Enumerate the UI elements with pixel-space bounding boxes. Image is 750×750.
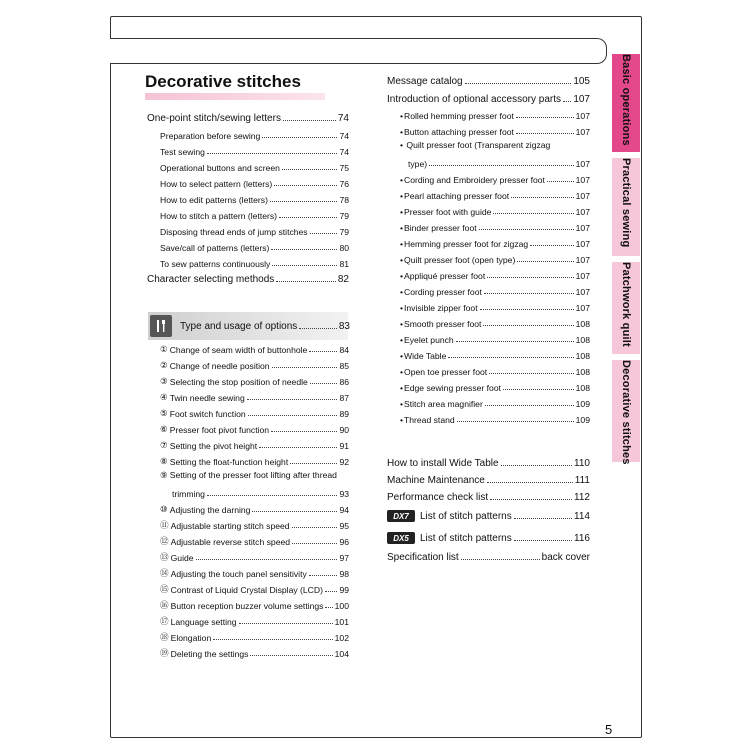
leader-dots [484,293,574,294]
entry-page: 79 [339,211,349,221]
tab-label: Basic operations [620,54,632,146]
toc-entry[interactable] [160,207,349,221]
entry-label: type) [408,159,428,169]
entry-label: Save/call of patterns (letters) [160,243,270,253]
bullet-icon: • [400,367,404,377]
leader-dots [207,153,338,154]
entry-label: One-point stitch/sewing letters [147,113,281,124]
entry-label: Machine Maintenance [387,475,485,486]
entry-page: 107 [575,271,590,281]
entry-page: 114 [574,511,590,522]
entry-page: 108 [575,335,590,345]
leader-dots [309,351,337,352]
entry-label: Adjusting the darning [169,505,251,515]
leader-dots [310,233,338,234]
option-number: ⑲ [160,648,169,658]
toc-entry[interactable] [160,143,349,157]
leader-dots [270,201,337,202]
entry-label: Performance check list [387,492,489,503]
leader-dots [516,117,574,118]
entry-page: 107 [575,159,590,169]
option-number: ⑥ [160,424,168,434]
entry-label: How to install Wide Table [387,458,499,469]
entry-label: Adjustable starting stitch speed [170,521,290,531]
entry-label: Quilt presser foot (open type) [404,255,516,265]
leader-dots [547,181,574,182]
entry-page: 108 [575,367,590,377]
bullet-icon: • [400,319,404,329]
entry-label: How to select pattern (letters) [160,179,273,189]
entry-page: 81 [339,259,349,269]
leader-dots [483,325,573,326]
toc-entry[interactable] [160,223,349,237]
bullet-icon: • [400,335,404,345]
toc-entry[interactable] [160,613,349,627]
entry-label: Language setting [170,617,237,627]
toc-entry[interactable] [400,283,590,297]
option-number: ⑦ [160,440,168,450]
option-number: ⑫ [160,536,169,546]
entry-label: List of stitch patterns [420,533,512,544]
entry-page: 107 [575,255,590,265]
leader-dots [274,185,337,186]
entry-label: Binder presser foot [404,223,477,233]
toc-entry[interactable] [400,251,590,265]
entry-page: 107 [575,207,590,217]
bullet-icon: • [400,399,404,409]
entry-label: Quilt presser foot (Transparent zigzag [406,140,551,150]
entry-page: 107 [575,239,590,249]
bullet-icon: • [400,239,404,249]
tab-label: Patchwork quilt [620,262,632,347]
entry-page: 83 [338,321,350,332]
entry-label: Eyelet punch [404,335,454,345]
toc-entry[interactable] [400,219,590,233]
option-number: ⑤ [160,408,168,418]
entry-label: Hemming presser foot for zigzag [404,239,529,249]
leader-dots [259,447,337,448]
toc-entry[interactable] [400,123,590,137]
entry-label: Pearl attaching presser foot [404,191,510,201]
entry-page: 90 [339,425,349,435]
bullet-icon: • [400,303,404,313]
toc-entry[interactable] [160,357,349,371]
bullet-icon: • [400,383,404,393]
entry-label: Preparation before sewing [160,131,261,141]
leader-dots [196,559,338,560]
toc-entry[interactable] [160,389,349,403]
bullet-icon: • [400,287,404,297]
toc-entry[interactable] [160,421,349,435]
entry-label: Setting the pivot height [169,441,258,451]
model-badge: DX7 [387,510,415,522]
toc-entry[interactable] [400,187,590,201]
entry-label: List of stitch patterns [420,511,512,522]
toc-entry[interactable] [160,453,349,467]
leader-dots [325,607,332,608]
entry-page: 98 [339,569,349,579]
entry-label: Presser foot with guide [404,207,492,217]
entry-label: Adjusting the touch panel sensitivity [170,569,307,579]
entry-page: 107 [575,303,590,313]
leader-dots [465,83,572,84]
entry-label: Message catalog [387,76,463,87]
entry-page: 91 [339,441,349,451]
entry-page: 107 [575,223,590,233]
toc-entry[interactable] [387,530,590,544]
entry-label: Selecting the stop position of needle [169,377,308,387]
entry-page: 102 [334,633,349,643]
entry-page: 104 [334,649,349,659]
toc-entry[interactable] [387,508,590,522]
entry-page: 89 [339,409,349,419]
toc-entry[interactable] [408,155,590,169]
leader-dots [271,249,337,250]
leader-dots [272,265,337,266]
leader-dots [514,518,572,519]
bullet-icon: • [400,140,406,150]
leader-dots [247,399,338,400]
entry-page: 107 [573,94,590,105]
toc-entry[interactable] [160,373,349,387]
toc-entry[interactable] [160,549,349,563]
toc-entry[interactable] [400,411,590,425]
bullet-icon: • [400,175,404,185]
entry-label: Setting of the presser foot lifting after thread [169,470,337,480]
option-number: ④ [160,392,168,402]
entry-page: 108 [575,383,590,393]
entry-page: 112 [574,492,590,503]
toc-entry[interactable] [147,110,349,124]
entry-label: Presser foot pivot function [169,425,270,435]
entry-label: Introduction of optional accessory parts [387,94,561,105]
entry-label: Test sewing [160,147,205,157]
leader-dots [250,655,332,656]
leader-dots [490,499,572,500]
toc-entry[interactable] [160,581,349,595]
entry-label: Rolled hemming presser foot [404,111,514,121]
leader-dots [479,229,574,230]
entry-page: 96 [339,537,349,547]
model-badge: DX5 [387,532,415,544]
tab-patchwork-quilt[interactable] [612,262,640,354]
entry-page: 100 [334,601,349,611]
entry-page: 107 [575,127,590,137]
toc-entry[interactable] [172,485,349,499]
bullet-icon: • [400,351,404,361]
entry-page: 109 [575,399,590,409]
entry-label: Button attaching presser foot [404,127,514,137]
option-number: ⑮ [160,584,169,594]
bullet-icon: • [400,207,404,217]
entry-label: Operational buttons and screen [160,163,280,173]
leader-dots [309,575,338,576]
option-number: ② [160,360,168,370]
entry-page: 85 [339,361,349,371]
entry-label: Open toe presser foot [404,367,488,377]
leader-dots [283,120,336,121]
toc-entry[interactable] [400,363,590,377]
toc-entry[interactable] [400,235,590,249]
leader-dots [213,639,332,640]
leader-dots [271,431,337,432]
bullet-icon: • [400,271,404,281]
entry-page: 107 [575,287,590,297]
entry-label: Button reception buzzer volume settings [170,601,324,611]
leader-dots [457,421,574,422]
leader-dots [252,511,337,512]
entry-page: 107 [575,191,590,201]
entry-page: 99 [339,585,349,595]
entry-page: 78 [339,195,349,205]
entry-page: 75 [339,163,349,173]
leader-dots [276,281,336,282]
bullet-icon: • [400,223,404,233]
leader-dots [514,540,572,541]
leader-dots [310,383,338,384]
toc-entry[interactable] [387,549,590,563]
option-number: ① [160,344,168,354]
leader-dots [489,373,574,374]
entry-label: Edge sewing presser foot [404,383,501,393]
leader-dots [282,169,338,170]
bullet-icon: • [400,255,404,265]
entry-page: 79 [339,227,349,237]
entry-label: Guide [170,553,194,563]
entry-label: Deleting the settings [170,649,249,659]
toc-entry[interactable] [160,470,337,481]
option-number: ⑪ [160,520,169,530]
leader-dots [511,197,574,198]
option-number: ③ [160,376,168,386]
entry-page: 94 [339,505,349,515]
entry-page: 86 [339,377,349,387]
leader-dots [563,101,571,102]
toc-entry[interactable] [160,517,349,531]
entry-page: 101 [334,617,349,627]
option-number: ⑨ [160,470,168,480]
entry-label: Contrast of Liquid Crystal Display (LCD) [170,585,323,595]
toc-entry-type-usage[interactable] [180,318,350,332]
toc-entry[interactable] [160,629,349,643]
tab-label: Practical sewing [620,158,632,248]
toc-entry[interactable] [387,455,590,469]
entry-page: back cover [541,552,590,563]
leader-dots [262,137,337,138]
entry-page: 107 [575,175,590,185]
leader-dots [248,415,338,416]
entry-label: Character selecting methods [147,274,275,285]
leader-dots [530,245,573,246]
entry-page: 110 [574,458,590,469]
leader-dots [292,543,337,544]
tools-icon [150,315,172,337]
toc-entry[interactable] [387,91,590,105]
header-bar [110,38,607,64]
leader-dots [290,463,337,464]
entry-label: Smooth presser foot [404,319,482,329]
toc-entry[interactable] [160,159,349,173]
page-number: 5 [605,722,613,737]
entry-label: To sew patterns continuously [160,259,271,269]
entry-label: Cording presser foot [404,287,482,297]
toc-entry[interactable] [400,347,590,361]
entry-label: Type and usage of options [180,321,298,332]
leader-dots [456,341,574,342]
toc-entry[interactable] [147,271,349,285]
leader-dots [480,309,574,310]
option-number: ⑰ [160,616,169,626]
leader-dots [461,559,540,560]
entry-label: Invisible zipper foot [404,303,478,313]
entry-page: 76 [339,179,349,189]
title-underline [145,93,325,100]
toc-entry[interactable] [400,171,590,185]
toc-entry[interactable] [160,239,349,253]
toc-entry[interactable] [160,533,349,547]
entry-page: 93 [339,489,349,499]
entry-label: Adjustable reverse stitch speed [170,537,291,547]
option-number: ⑱ [160,632,169,642]
entry-label: Thread stand [404,415,455,425]
entry-label: Change of needle position [169,361,270,371]
toc-entry[interactable] [160,191,349,205]
leader-dots [239,623,333,624]
entry-page: 116 [574,533,590,544]
leader-dots [429,165,574,166]
toc-entry[interactable] [400,395,590,409]
entry-page: 87 [339,393,349,403]
entry-page: 109 [575,415,590,425]
entry-page: 95 [339,521,349,531]
page-title: Decorative stitches [145,72,301,91]
toc-entry[interactable] [400,315,590,329]
toc-entry[interactable] [160,341,349,355]
entry-label: Specification list [387,552,459,563]
leader-dots [207,495,337,496]
toc-entry[interactable] [400,379,590,393]
entry-label: Wide Table [404,351,447,361]
leader-dots [503,389,574,390]
option-number: ⑩ [160,504,168,514]
entry-label: Setting the float-function height [169,457,289,467]
entry-page: 80 [339,243,349,253]
leader-dots [325,591,337,592]
option-number: ⑯ [160,600,169,610]
leader-dots [299,328,337,329]
entry-page: 74 [339,147,349,157]
toc-entry[interactable] [160,645,349,659]
leader-dots [487,277,573,278]
option-number: ⑧ [160,456,168,466]
option-number: ⑬ [160,552,169,562]
leader-dots [485,405,574,406]
entry-label: Disposing thread ends of jump stitches [160,227,308,237]
leader-dots [517,261,573,262]
toc-entry[interactable] [160,127,349,141]
toc-entry[interactable] [400,140,550,150]
entry-label: How to stitch a pattern (letters) [160,211,278,221]
toc-entry[interactable] [387,73,590,87]
entry-label: Elongation [170,633,212,643]
leader-dots [516,133,574,134]
toc-entry[interactable] [400,267,590,281]
entry-label: How to edit patterns (letters) [160,195,268,205]
leader-dots [493,213,573,214]
entry-label: Cording and Embroidery presser foot [404,175,545,185]
bullet-icon: • [400,111,404,121]
tab-label: Decorative stitches [620,360,632,465]
bullet-icon: • [400,415,404,425]
toc-entry[interactable] [400,203,590,217]
entry-page: 111 [574,475,590,486]
entry-label: Appliqué presser foot [404,271,486,281]
toc-entry[interactable] [400,107,590,121]
leader-dots [272,367,338,368]
entry-label: Twin needle sewing [169,393,245,403]
entry-page: 74 [339,131,349,141]
toc-entry[interactable] [387,489,590,503]
entry-label: Foot switch function [169,409,246,419]
tab-decorative-stitches[interactable] [612,360,640,465]
entry-page: 97 [339,553,349,563]
toc-entry[interactable] [160,597,349,611]
bullet-icon: • [400,127,404,137]
tab-practical-sewing[interactable] [612,158,640,256]
entry-label: Stitch area magnifier [404,399,483,409]
entry-page: 82 [337,274,349,285]
entry-page: 105 [573,76,590,87]
leader-dots [279,217,337,218]
toc-entry[interactable] [400,299,590,313]
toc-entry[interactable] [160,501,349,515]
leader-dots [487,482,573,483]
toc-entry[interactable] [387,472,590,486]
tab-basic-operations[interactable] [612,54,640,152]
toc-entry[interactable] [400,331,590,345]
entry-page: 74 [337,113,349,124]
entry-page: 108 [575,319,590,329]
entry-page: 84 [339,345,349,355]
toc-entry[interactable] [160,255,349,269]
bullet-icon: • [400,191,404,201]
toc-entry[interactable] [160,175,349,189]
leader-dots [292,527,338,528]
toc-entry[interactable] [160,565,349,579]
leader-dots [448,357,573,358]
entry-label: Change of seam width of buttonhole [169,345,308,355]
option-number: ⑭ [160,568,169,578]
entry-label: trimming [172,489,205,499]
leader-dots [501,465,573,466]
entry-page: 107 [575,111,590,121]
entry-page: 108 [575,351,590,361]
entry-page: 92 [339,457,349,467]
toc-entry[interactable] [160,437,349,451]
toc-entry[interactable] [160,405,349,419]
